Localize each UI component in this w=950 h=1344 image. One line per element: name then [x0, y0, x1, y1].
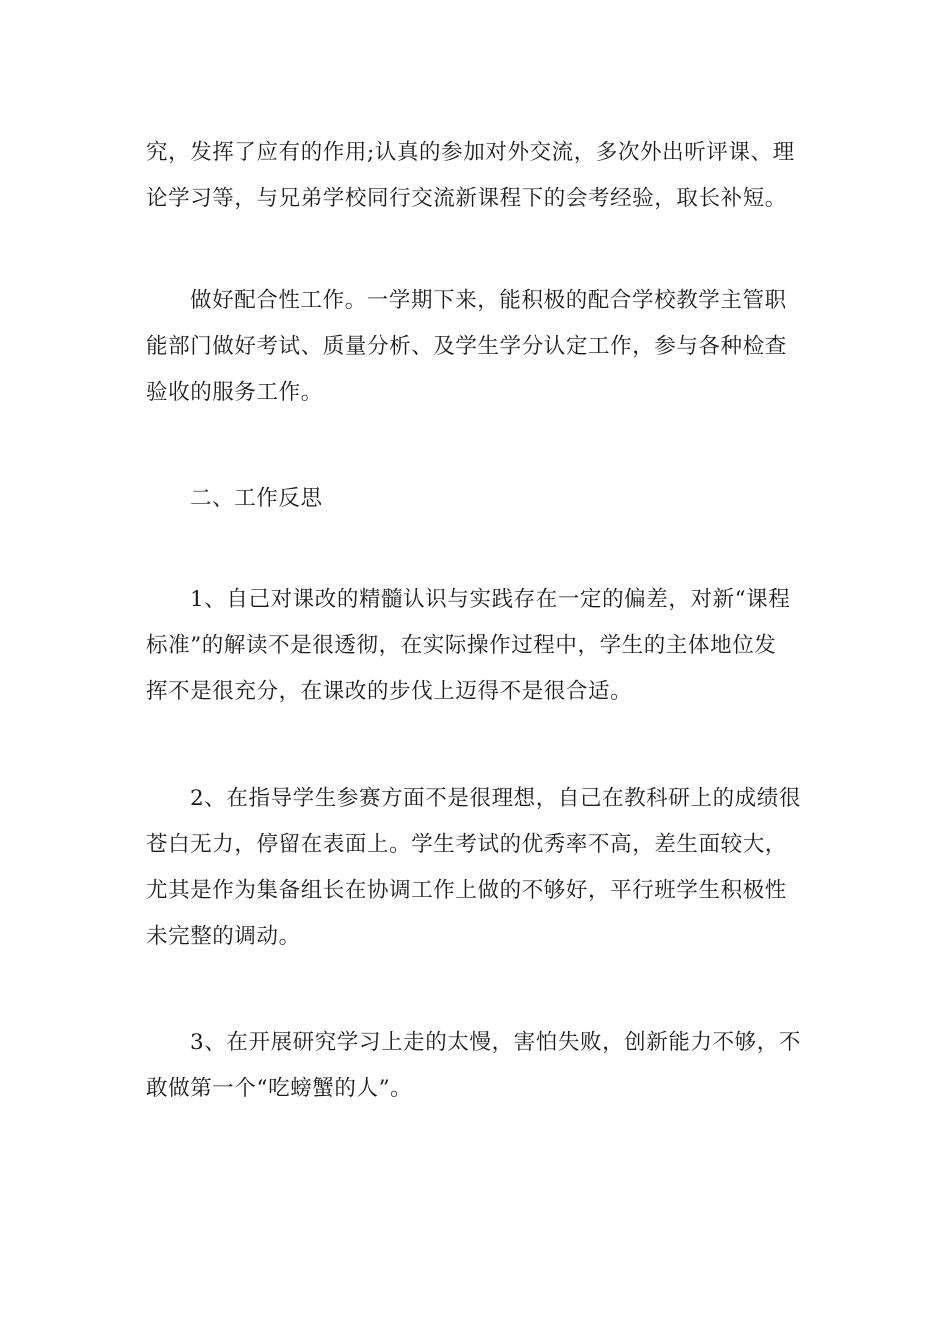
- text-line: 2、在指导学生参赛方面不是很理想，自己在教科研上的成绩很: [190, 786, 801, 811]
- text-line: 3、在开展研究学习上走的太慢，害怕失败，创新能力不够，不: [190, 1030, 801, 1055]
- text-line: 做好配合性工作。一学期下来，能积极的配合学校教学主管职: [190, 288, 787, 313]
- paragraph-research-exchange: [146, 130, 806, 222]
- text-line: 敢做第一个“吃螃蟹的人”。: [146, 1076, 413, 1101]
- text-line: 挥不是很充分，在课改的步伐上迈得不是很合适。: [146, 679, 633, 704]
- text-line: 未完整的调动。: [146, 924, 301, 949]
- text-line: 论学习等，与兄弟学校同行交流新课程下的会考经验，取长补短。: [146, 186, 787, 211]
- text-line: 1、自己对课改的精髓认识与实践存在一定的偏差，对新“课程: [190, 587, 791, 612]
- paragraph-reflection-2: [146, 776, 806, 960]
- text-line: 标准”的解读不是很透彻，在实际操作过程中，学生的主体地位发: [146, 633, 777, 658]
- text-line: 苍白无力，停留在表面上。学生考试的优秀率不高，差生面较大，: [146, 832, 787, 857]
- paragraph-cooperation-work: [146, 278, 806, 416]
- section-heading-work-reflection: [146, 476, 806, 522]
- paragraph-reflection-1: [146, 577, 806, 715]
- text-line: 验收的服务工作。: [146, 380, 323, 405]
- text-line: 能部门做好考试、质量分析、及学生学分认定工作，参与各种检查: [146, 334, 787, 359]
- text-line: 尤其是作为集备组长在协调工作上做的不够好，平行班学生积极性: [146, 878, 787, 903]
- section-heading: 二、工作反思: [190, 486, 323, 511]
- text-line: 究，发挥了应有的作用;认真的参加对外交流，多次外出听评课、理: [146, 140, 795, 165]
- paragraph-reflection-3: [146, 1020, 806, 1112]
